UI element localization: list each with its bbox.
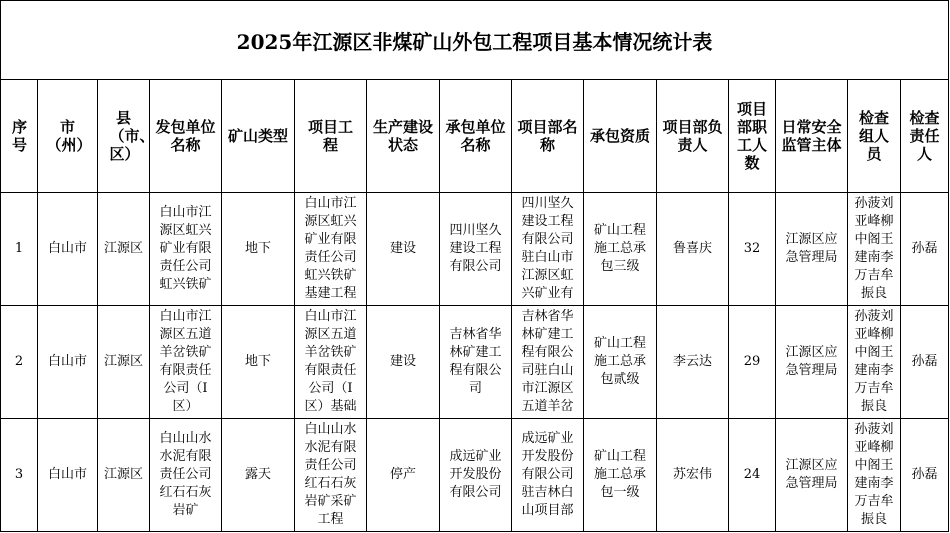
header-cell-status: 生产建设状态 [367,80,440,193]
cell-dept: 成远矿业开发股份有限公司驻吉林白山项目部 [512,419,584,532]
cell-supervisor: 江源区应急管理局 [776,306,848,419]
header-cell-project: 项目工程 [295,80,367,193]
header-cell-city: 市（州） [38,80,98,193]
header-cell-qualification: 承包资质 [584,80,657,193]
cell-manager: 苏宏伟 [657,419,729,532]
cell-status: 停产 [367,419,440,532]
cell-responsible: 孙磊 [901,193,949,306]
cell-inspectors: 孙菠刘亚峰柳中阁王建南李万吉牟振良 [848,419,901,532]
table-title: 2025年江源区非煤矿山外包工程项目基本情况统计表 [0,0,949,80]
cell-county: 江源区 [98,419,150,532]
cell-no: 1 [1,193,38,306]
header-cell-mine-type: 矿山类型 [222,80,295,193]
header-row [1,80,949,193]
cell-project: 白山市江源区五道羊岔铁矿有限责任公司（Ⅰ区）基础 [295,306,367,419]
cell-contractor: 吉林省华林矿建工程有限公司 [440,306,512,419]
cell-project: 白山市江源区虹兴矿业有限责任公司虹兴铁矿基建工程 [295,193,367,306]
cell-no: 2 [1,306,38,419]
cell-employer: 白山山水水泥有限责任公司红石石灰岩矿 [150,419,222,532]
cell-employer: 白山市江源区虹兴矿业有限责任公司虹兴铁矿 [150,193,222,306]
table-row [1,419,949,532]
header-cell-supervisor: 日常安全监管主体 [776,80,848,193]
header-cell-manager: 项目部负责人 [657,80,729,193]
cell-city: 白山市 [38,419,98,532]
stats-table [0,79,949,532]
header-cell-dept: 项目部名称 [512,80,584,193]
table-row [1,193,949,306]
cell-inspectors: 孙菠刘亚峰柳中阁王建南李万吉牟振良 [848,306,901,419]
cell-staff: 29 [729,306,776,419]
cell-mine-type: 地下 [222,306,295,419]
cell-staff: 24 [729,419,776,532]
cell-city: 白山市 [38,306,98,419]
cell-supervisor: 江源区应急管理局 [776,419,848,532]
table-row [1,306,949,419]
cell-contractor: 成远矿业开发股份有限公司 [440,419,512,532]
header-cell-employer: 发包单位名称 [150,80,222,193]
cell-inspectors: 孙菠刘亚峰柳中阁王建南李万吉牟振良 [848,193,901,306]
cell-county: 江源区 [98,306,150,419]
cell-manager: 鲁喜庆 [657,193,729,306]
cell-employer: 白山市江源区五道羊岔铁矿有限责任公司（Ⅰ区） [150,306,222,419]
header-cell-county: 县（市、区） [98,80,150,193]
cell-qualification: 矿山工程施工总承包三级 [584,193,657,306]
cell-mine-type: 露天 [222,419,295,532]
cell-project: 白山山水水泥有限责任公司红石石灰岩矿采矿工程 [295,419,367,532]
cell-status: 建设 [367,193,440,306]
cell-dept: 四川坚久建设工程有限公司驻白山市江源区虹兴矿业有 [512,193,584,306]
header-cell-contractor: 承包单位名称 [440,80,512,193]
cell-contractor: 四川坚久建设工程有限公司 [440,193,512,306]
header-cell-no: 序号 [1,80,38,193]
cell-dept: 吉林省华林矿建工程有限公司驻白山市江源区五道羊岔 [512,306,584,419]
cell-county: 江源区 [98,193,150,306]
cell-city: 白山市 [38,193,98,306]
cell-responsible: 孙磊 [901,306,949,419]
cell-supervisor: 江源区应急管理局 [776,193,848,306]
cell-status: 建设 [367,306,440,419]
cell-responsible: 孙磊 [901,419,949,532]
cell-qualification: 矿山工程施工总承包贰级 [584,306,657,419]
header-cell-staff: 项目部职工人数 [729,80,776,193]
header-cell-inspectors: 检查组人员 [848,80,901,193]
cell-mine-type: 地下 [222,193,295,306]
cell-manager: 李云达 [657,306,729,419]
cell-no: 3 [1,419,38,532]
cell-staff: 32 [729,193,776,306]
cell-qualification: 矿山工程施工总承包一级 [584,419,657,532]
header-cell-responsible: 检查责任人 [901,80,949,193]
